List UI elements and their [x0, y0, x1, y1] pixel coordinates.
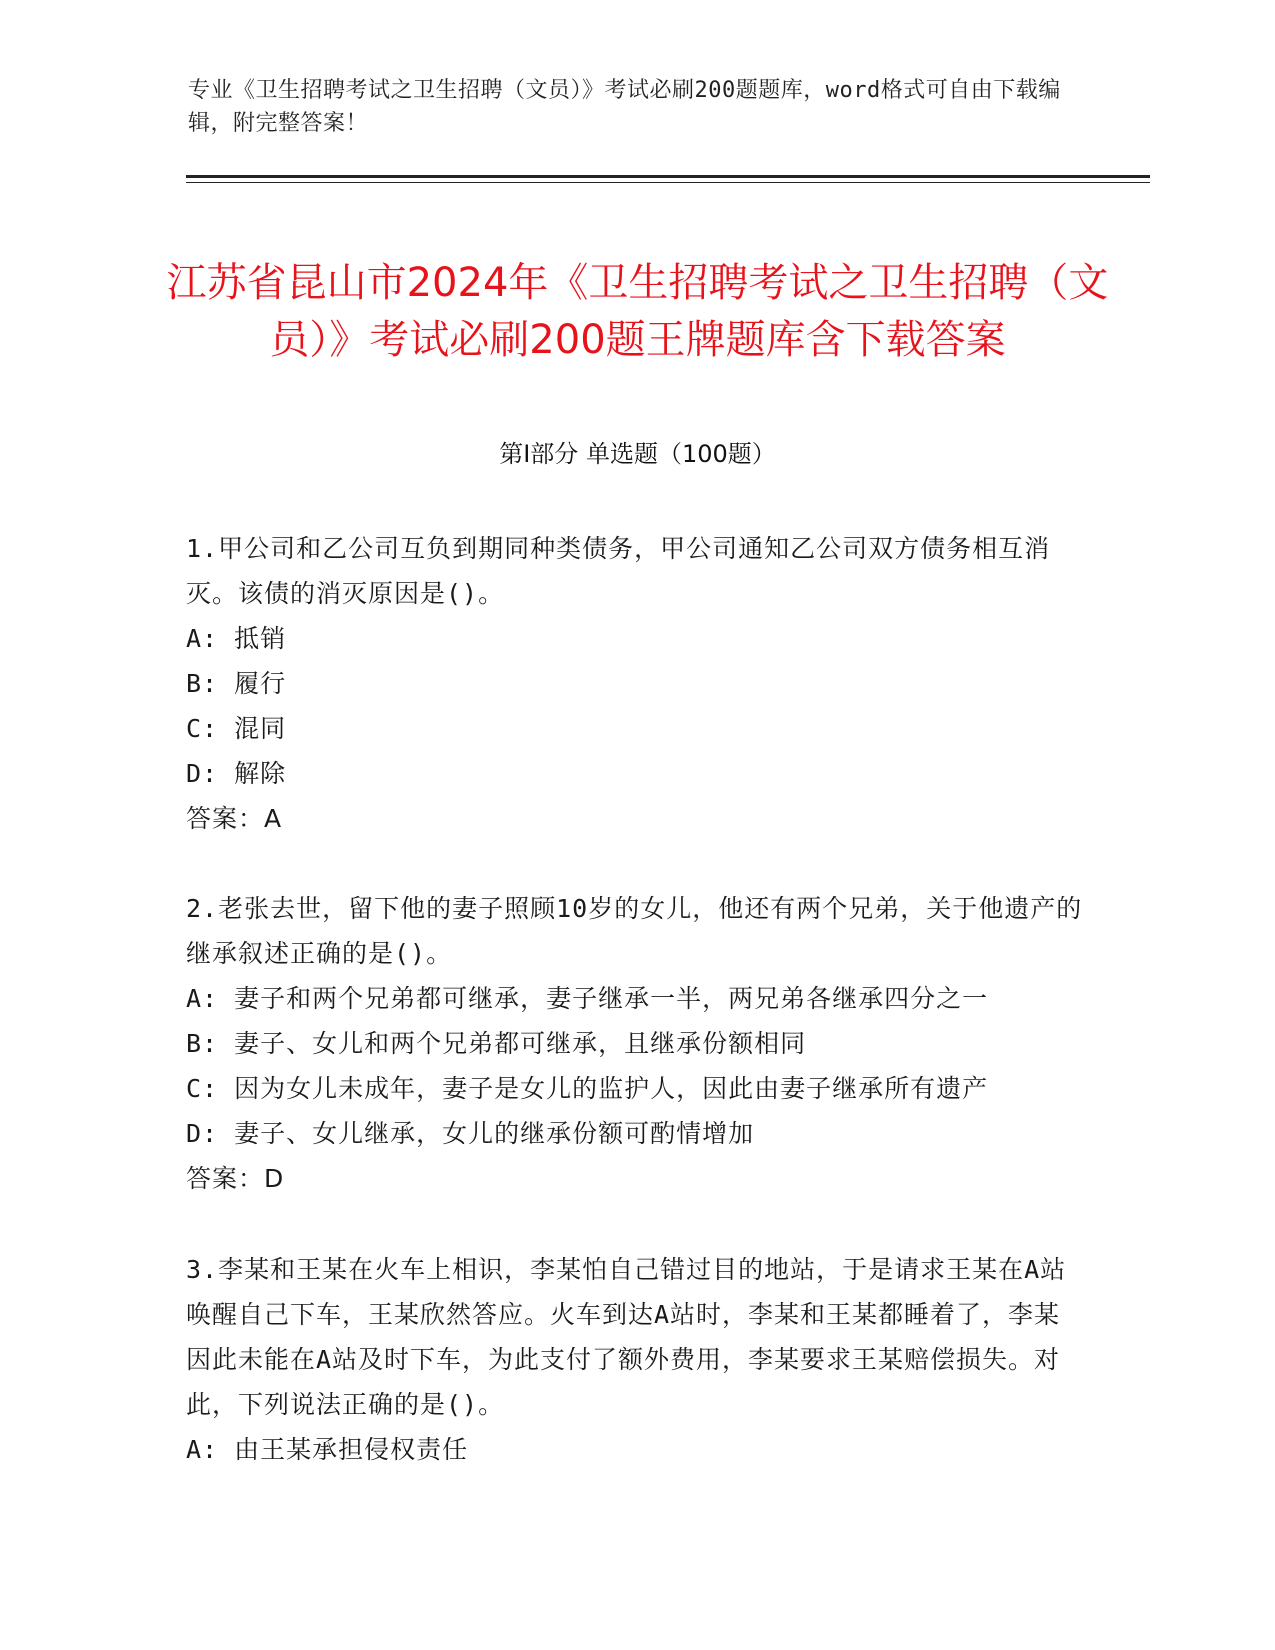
- question-1: [186, 526, 1086, 841]
- option-d: D: 妻子、女儿继承，女儿的继承份额可酌情增加: [186, 1119, 755, 1148]
- option-c: C: 因为女儿未成年，妻子是女儿的监护人，因此由妻子继承所有遗产: [186, 1074, 989, 1103]
- answer: 答案：A: [186, 804, 283, 833]
- option-a: A: 由王某承担侵权责任: [186, 1435, 469, 1464]
- header-divider-thin: [186, 182, 1150, 183]
- section-title: 第Ⅰ部分 单选题（100题）: [499, 440, 776, 468]
- option-a: A: 抵销: [186, 624, 287, 653]
- question-2: [186, 886, 1086, 1201]
- option-c: C: 混同: [186, 714, 287, 743]
- question-3: [186, 1247, 1086, 1472]
- header-divider-thick: [186, 175, 1150, 178]
- question-text: 1.甲公司和乙公司互负到期同种类债务，甲公司通知乙公司双方债务相互消灭。该债的消灭原因是()。: [186, 534, 1051, 608]
- answer: 答案：D: [186, 1164, 285, 1193]
- option-b: B: 妻子、女儿和两个兄弟都可继承，且继承份额相同: [186, 1029, 807, 1058]
- question-text: 2.老张去世，留下他的妻子照顾10岁的女儿，他还有两个兄弟，关于他遗产的继承叙述正确的是()。: [186, 894, 1083, 968]
- page-header-note: 专业《卫生招聘考试之卫生招聘（文员）》考试必刷200题题库，word格式可自由下载编辑，附完整答案！: [188, 78, 1061, 136]
- question-text: 3.李某和王某在火车上相识，李某怕自己错过目的地站，于是请求王某在A站唤醒自己下车，王某欣然答应。火车到达A站时，李某和王某都睡着了，李某因此未能在A站及时下车，为此支付了额外费用，李某要求王某赔偿损失。对此，下列说法正确的是()。: [186, 1255, 1067, 1419]
- option-d: D: 解除: [186, 759, 287, 788]
- option-b: B: 履行: [186, 669, 287, 698]
- option-a: A: 妻子和两个兄弟都可继承，妻子继承一半，两兄弟各继承四分之一: [186, 984, 989, 1013]
- document-title: 江苏省昆山市2024年《卫生招聘考试之卫生招聘（文员）》考试必刷200题王牌题库含下载答案: [166, 259, 1109, 363]
